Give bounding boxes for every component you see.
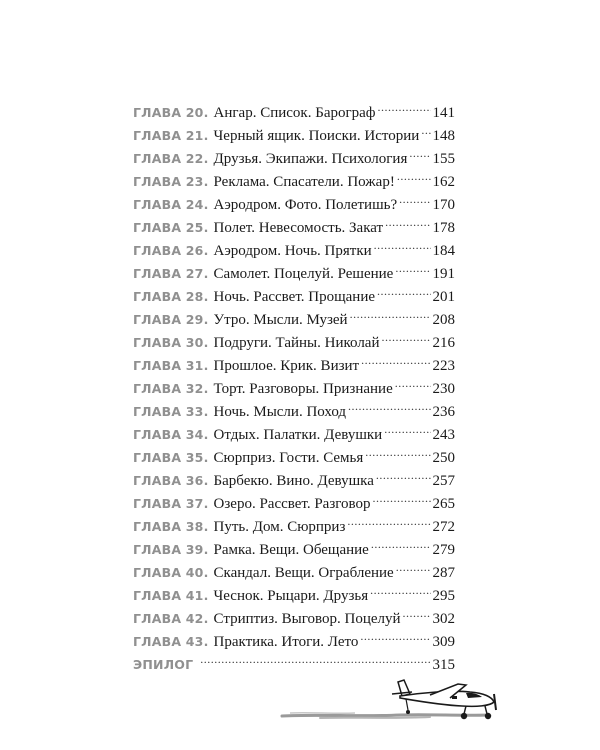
- dot-leader: [200, 646, 430, 669]
- chapter-label: ГЛАВА 32.: [133, 381, 209, 396]
- dot-leader: [403, 600, 431, 623]
- chapter-title: Путь. Дом. Сюрприз: [213, 519, 346, 535]
- chapter-title: Друзья. Экипажи. Психология: [213, 151, 408, 167]
- dot-leader: [396, 554, 431, 577]
- page-number: 178: [432, 220, 455, 236]
- chapter-label: ГЛАВА 34.: [133, 427, 209, 442]
- dot-leader: [378, 94, 431, 117]
- dot-leader: [395, 255, 430, 278]
- dot-leader: [381, 324, 430, 347]
- chapter-title: Рамка. Вещи. Обещание: [213, 542, 369, 558]
- page-number: 315: [432, 657, 455, 673]
- page-number: 148: [432, 128, 455, 144]
- chapter-title: Торт. Разговоры. Признание: [213, 381, 393, 397]
- dot-leader: [384, 416, 430, 439]
- dot-leader: [377, 278, 430, 301]
- page-number: 155: [432, 151, 455, 167]
- page-number: 265: [432, 496, 455, 512]
- page-number: 287: [432, 565, 455, 581]
- chapter-label: ГЛАВА 38.: [133, 519, 209, 534]
- dot-leader: [421, 117, 430, 140]
- airplane-sketch-icon: [280, 676, 510, 726]
- chapter-label: ГЛАВА 39.: [133, 542, 209, 557]
- dot-leader: [399, 186, 430, 209]
- chapter-label: ГЛАВА 20.: [133, 105, 209, 120]
- chapter-title: Ночь. Рассвет. Прощание: [213, 289, 376, 305]
- chapter-label: ГЛАВА 29.: [133, 312, 209, 327]
- page-number: 309: [432, 634, 455, 650]
- chapter-title: Ночь. Мысли. Поход: [213, 404, 347, 420]
- chapter-label: ГЛАВА 41.: [133, 588, 209, 603]
- chapter-label: ГЛАВА 31.: [133, 358, 209, 373]
- dot-leader: [371, 531, 431, 554]
- dot-leader: [348, 393, 430, 416]
- chapter-label: ГЛАВА 40.: [133, 565, 209, 580]
- chapter-title: Самолет. Поцелуй. Решение: [213, 266, 394, 282]
- table-of-contents: [133, 94, 455, 673]
- dot-leader: [376, 462, 431, 485]
- dot-leader: [385, 209, 430, 232]
- dot-leader: [397, 163, 431, 186]
- chapter-title: Скандал. Вещи. Ограбление: [213, 565, 394, 581]
- page-number: 141: [432, 105, 455, 121]
- chapter-label: ГЛАВА 23.: [133, 174, 209, 189]
- page-number: 279: [432, 542, 455, 558]
- chapter-label: ГЛАВА 43.: [133, 634, 209, 649]
- page-number: 170: [432, 197, 455, 213]
- page-number: 230: [432, 381, 455, 397]
- chapter-title: Подруги. Тайны. Николай: [213, 335, 380, 351]
- chapter-label: ГЛАВА 42.: [133, 611, 209, 626]
- chapter-label: ГЛАВА 26.: [133, 243, 209, 258]
- page-number: 236: [432, 404, 455, 420]
- page-number: 250: [432, 450, 455, 466]
- chapter-title: Барбекю. Вино. Девушка: [213, 473, 374, 489]
- chapter-label: ГЛАВА 28.: [133, 289, 209, 304]
- dot-leader: [347, 508, 430, 531]
- chapter-label: ГЛАВА 25.: [133, 220, 209, 235]
- chapter-title: Ангар. Список. Барограф: [213, 105, 376, 121]
- dot-leader: [395, 370, 431, 393]
- dot-leader: [361, 347, 430, 370]
- page-number: 302: [432, 611, 455, 627]
- toc-entry: [133, 94, 455, 121]
- chapter-title: Стриптиз. Выговор. Поцелуй: [213, 611, 401, 627]
- chapter-title: Чеснок. Рыцари. Друзья: [213, 588, 369, 604]
- chapter-title: Аэродром. Фото. Полетишь?: [213, 197, 398, 213]
- chapter-label: ГЛАВА 27.: [133, 266, 209, 281]
- page-number: 208: [432, 312, 455, 328]
- chapter-label: ГЛАВА 35.: [133, 450, 209, 465]
- page-number: 243: [432, 427, 455, 443]
- chapter-label: ЭПИЛОГ: [133, 657, 194, 672]
- chapter-title: Отдых. Палатки. Девушки: [213, 427, 383, 443]
- chapter-title: Реклама. Спасатели. Пожар!: [213, 174, 395, 190]
- chapter-title: Полет. Невесомость. Закат: [213, 220, 384, 236]
- page-number: 201: [432, 289, 455, 305]
- dot-leader: [409, 140, 430, 163]
- dot-leader: [374, 232, 431, 255]
- chapter-label: ГЛАВА 33.: [133, 404, 209, 419]
- chapter-title: Утро. Мысли. Музей: [213, 312, 348, 328]
- chapter-label: ГЛАВА 22.: [133, 151, 209, 166]
- page-number: 223: [432, 358, 455, 374]
- chapter-title: Озеро. Рассвет. Разговор: [213, 496, 371, 512]
- dot-leader: [365, 439, 430, 462]
- page-number: 272: [432, 519, 455, 535]
- chapter-label: ГЛАВА 24.: [133, 197, 209, 212]
- page-number: 191: [432, 266, 455, 282]
- chapter-title: Сюрприз. Гости. Семья: [213, 450, 364, 466]
- chapter-title: Прошлое. Крик. Визит: [213, 358, 360, 374]
- chapter-label: ГЛАВА 36.: [133, 473, 209, 488]
- dot-leader: [373, 485, 431, 508]
- dot-leader: [360, 623, 430, 646]
- dot-leader: [370, 577, 430, 600]
- chapter-label: ГЛАВА 21.: [133, 128, 209, 143]
- dot-leader: [350, 301, 431, 324]
- chapter-label: ГЛАВА 37.: [133, 496, 209, 511]
- page-number: 184: [432, 243, 455, 259]
- page-number: 216: [432, 335, 455, 351]
- page-number: 162: [432, 174, 455, 190]
- page-number: 257: [432, 473, 455, 489]
- chapter-title: Черный ящик. Поиски. Истории: [213, 128, 420, 144]
- page-number: 295: [432, 588, 455, 604]
- chapter-label: ГЛАВА 30.: [133, 335, 209, 350]
- chapter-title: Практика. Итоги. Лето: [213, 634, 359, 650]
- chapter-title: Аэродром. Ночь. Прятки: [213, 243, 372, 259]
